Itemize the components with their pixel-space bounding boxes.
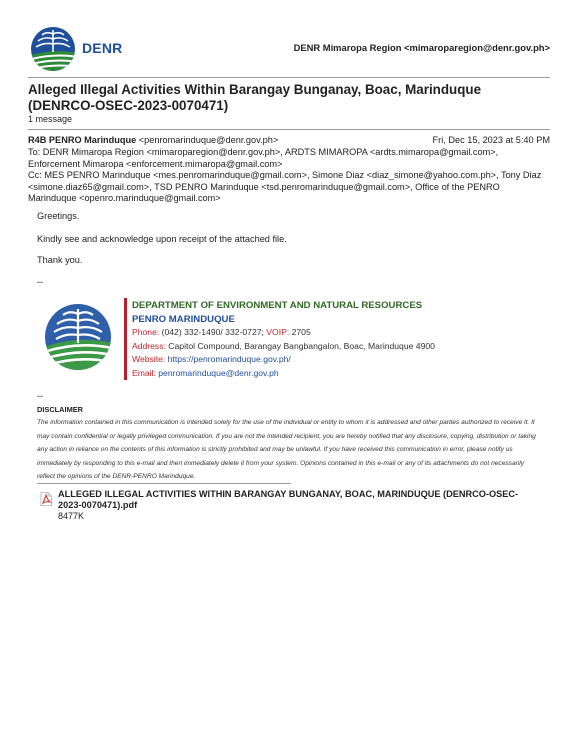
print-header <box>28 26 550 72</box>
account-address: DENR Mimaropa Region <mimaroparegion@denr.gov.ph> <box>293 42 550 53</box>
attachment-name[interactable]: ALLEGED ILLEGAL ACTIVITIES WITHIN BARANGAY BUNGANAY, BOAC, MARINDUQUE (DENRCO-OSEC-2023-0070471).pdf <box>58 489 519 510</box>
disclaimer-title: DISCLAIMER <box>37 405 83 414</box>
signature-office: PENRO MARINDUQUE <box>132 313 235 325</box>
to-recipients: To: DENR Mimaropa Region <mimaroparegion@denr.gov.ph>, ARDTS MIMAROPA <ardts.mimaropa@gmail.com>, Enforcement Mimaropa <enforcement.mimaropa@gmail.com> <box>28 147 499 169</box>
denr-seal-icon <box>44 303 112 371</box>
sender-email: <penromarinduque@denr.gov.ph> <box>138 135 279 145</box>
phone-label: Phone: <box>132 327 160 338</box>
signature-accent-bar <box>124 298 127 380</box>
message-divider <box>28 129 550 130</box>
email-signature <box>132 299 435 381</box>
message-meta <box>28 135 550 205</box>
signature-email <box>132 367 435 381</box>
body-line: Kindly see and acknowledge upon receipt of the attached file. <box>37 234 287 244</box>
message-count: 1 message <box>28 114 73 124</box>
body-line: Thank you. <box>37 255 83 265</box>
denr-logo-icon <box>28 26 78 72</box>
signature-org: DEPARTMENT OF ENVIRONMENT AND NATURAL RESOURCES <box>132 300 423 311</box>
signature-phone <box>132 326 435 340</box>
signature-website <box>132 353 435 367</box>
website-link[interactable]: https://penromarinduque.gov.ph/ <box>165 354 291 365</box>
email-link[interactable]: penromarinduque@denr.gov.ph <box>155 367 279 378</box>
attachment-size: 8477K <box>58 511 85 521</box>
attachment-divider <box>37 483 291 484</box>
voip-label: VOIP: <box>266 327 290 338</box>
phone-value: (042) 332-1490/ 332-0727; <box>159 327 267 338</box>
body-separator: -- <box>37 277 44 287</box>
from-row <box>28 135 550 147</box>
voip-value: 2705 <box>289 327 311 338</box>
website-label: Website: <box>132 354 166 365</box>
message-date: Fri, Dec 15, 2023 at 5:40 PM <box>432 135 550 145</box>
sender-name: R4B PENRO Marinduque <box>28 135 137 145</box>
thread-subject: Alleged Illegal Activities Within Barangay Bunganay, Boac, Marinduque (DENRCO-OSEC-2023-0070471) <box>28 82 482 113</box>
cc-recipients: Cc: MES PENRO Marinduque <mes.penromarinduque@gmail.com>, Simone Diaz <diaz_simone@yahoo.com.ph>, Tony Diaz <simone.diaz65@gmail.com>, TSD PENRO Marinduque <tsd.penromarinduque@gmail.com>, Office of the PENRO Marinduque <openro.marinduque@gmail.com> <box>28 170 542 204</box>
body-greeting: Greetings. <box>37 211 80 221</box>
disclaimer-separator: -- <box>37 391 43 401</box>
brand-name: DENR <box>82 40 123 56</box>
address-value: Capitol Compound, Barangay Bangbangalon, Boac, Marinduque 4900 <box>165 340 435 351</box>
header-divider <box>28 77 550 78</box>
address-label: Address: <box>132 340 166 351</box>
pdf-icon <box>40 492 52 506</box>
signature-address <box>132 340 435 354</box>
email-label: Email: <box>132 367 156 378</box>
disclaimer-text: The information contained in this communication is intended solely for the use of the individual or entity to whom it is addressed and other parties authorized to receive it. It may contain confidential or legally privileged communication. If you are not the intended recipient, you are hereby notified that any disclosure, copying, distribution or taking any action in reliance on the contents of this information is strictly prohibited and may be unlawful. If you have received this communication in error, please notify us immediately by responding to this e-mail and then immediately delete it from your system. Opinions contained in this e-mail or any of its attachments do not necessarily reflect the opinions of the DENR-PENRO Marinduque. <box>37 419 536 481</box>
